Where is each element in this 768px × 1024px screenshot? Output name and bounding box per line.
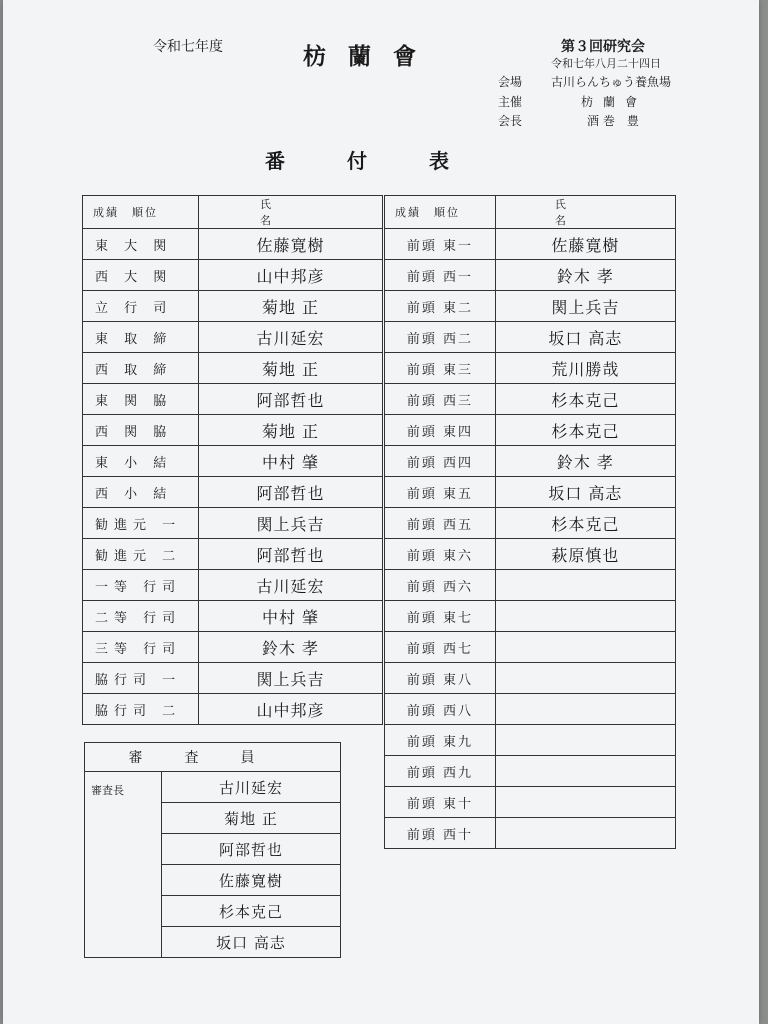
table-row xyxy=(385,539,676,570)
name-cell: 坂口 高志 xyxy=(495,477,675,508)
rank-cell: 三等 行司 xyxy=(83,632,199,663)
name-cell xyxy=(495,756,675,787)
name-cell: 杉本克己 xyxy=(495,384,675,415)
table-row xyxy=(385,446,676,477)
rank-cell: 勧進元 一 xyxy=(83,508,199,539)
host-label: 主催 xyxy=(498,95,523,109)
table-row xyxy=(385,322,676,353)
name-cell: 中村 肇 xyxy=(199,601,383,632)
rank-cell: 前頭 西十 xyxy=(385,818,496,849)
table-row xyxy=(83,477,383,508)
table-row xyxy=(83,508,383,539)
rank-cell: 西 小 結 xyxy=(83,477,199,508)
name-cell: 阿部哲也 xyxy=(199,539,383,570)
table-row xyxy=(83,694,383,725)
name-cell xyxy=(495,663,675,694)
name-cell: 荒川勝哉 xyxy=(495,353,675,384)
rank-cell: 前頭 東一 xyxy=(385,229,496,260)
organization-name: 枋蘭會 xyxy=(303,43,438,70)
venue-label: 会場 xyxy=(498,75,523,89)
judge-name: 坂口 高志 xyxy=(162,927,341,958)
name-cell xyxy=(495,694,675,725)
rank-cell: 前頭 東九 xyxy=(385,725,496,756)
name-cell: 関上兵吉 xyxy=(199,508,383,539)
table-row xyxy=(385,663,676,694)
rank-cell: 前頭 西六 xyxy=(385,570,496,601)
table-row xyxy=(83,539,383,570)
name-cell: 古川延宏 xyxy=(199,570,383,601)
rank-cell: 東 大 関 xyxy=(83,229,199,260)
name-cell: 古川延宏 xyxy=(199,322,383,353)
name-cell: 阿部哲也 xyxy=(199,384,383,415)
table-row xyxy=(385,694,676,725)
name-cell: 関上兵吉 xyxy=(199,663,383,694)
name-cell: 関上兵吉 xyxy=(495,291,675,322)
rank-cell: 東 小 結 xyxy=(83,446,199,477)
name-cell: 中村 肇 xyxy=(199,446,383,477)
fiscal-year: 令和七年度 xyxy=(153,39,223,55)
rank-cell: 前頭 西五 xyxy=(385,508,496,539)
rank-cell: 前頭 西四 xyxy=(385,446,496,477)
table-row xyxy=(85,772,341,803)
table-row xyxy=(83,353,383,384)
rank-cell: 前頭 西二 xyxy=(385,322,496,353)
rank-cell: 前頭 東二 xyxy=(385,291,496,322)
name-cell xyxy=(495,570,675,601)
name-cell: 鈴木 孝 xyxy=(199,632,383,663)
name-cell: 菊地 正 xyxy=(199,415,383,446)
table-row xyxy=(83,384,383,415)
rank-cell: 西 大 関 xyxy=(83,260,199,291)
rank-cell: 前頭 西三 xyxy=(385,384,496,415)
meeting-name: 第３回研究会 xyxy=(561,39,645,55)
table-row xyxy=(385,384,676,415)
table-row xyxy=(83,260,383,291)
table-row xyxy=(385,632,676,663)
judge-name: 佐藤寛樹 xyxy=(162,865,341,896)
name-cell: 菊地 正 xyxy=(199,291,383,322)
table-row xyxy=(385,260,676,291)
rank-cell: 前頭 東五 xyxy=(385,477,496,508)
host-value: 枋蘭會 xyxy=(581,95,648,109)
judge-name: 阿部哲也 xyxy=(162,834,341,865)
rank-cell: 西 関 脇 xyxy=(83,415,199,446)
table-row xyxy=(83,446,383,477)
table-row xyxy=(385,725,676,756)
rank-cell: 前頭 西九 xyxy=(385,756,496,787)
rank-cell: 立 行 司 xyxy=(83,291,199,322)
table-row xyxy=(83,291,383,322)
rank-cell: 東 取 締 xyxy=(83,322,199,353)
name-cell: 杉本克己 xyxy=(495,415,675,446)
name-cell: 佐藤寛樹 xyxy=(199,229,383,260)
header-name: 氏 名 xyxy=(199,196,383,229)
table-row xyxy=(385,229,676,260)
rank-cell: 西 取 締 xyxy=(83,353,199,384)
name-cell: 菊地 正 xyxy=(199,353,383,384)
rank-cell: 脇行司 一 xyxy=(83,663,199,694)
header-rank: 成績 順位 xyxy=(385,196,496,229)
table-row xyxy=(385,353,676,384)
rank-cell: 脇行司 二 xyxy=(83,694,199,725)
rank-cell: 勧進元 二 xyxy=(83,539,199,570)
table-row xyxy=(385,818,676,849)
chief-judge-label: 審査長 xyxy=(85,772,162,958)
name-cell: 杉本克己 xyxy=(495,508,675,539)
table-row xyxy=(83,663,383,694)
table-row xyxy=(83,322,383,353)
page-title: 番付表 xyxy=(265,149,511,173)
rank-cell: 前頭 西七 xyxy=(385,632,496,663)
table-row xyxy=(385,601,676,632)
header-rank: 成績 順位 xyxy=(83,196,199,229)
table-row xyxy=(385,570,676,601)
table-row xyxy=(83,229,383,260)
table-row xyxy=(385,291,676,322)
name-cell: 鈴木 孝 xyxy=(495,260,675,291)
table-row xyxy=(83,601,383,632)
name-cell xyxy=(495,787,675,818)
name-cell: 鈴木 孝 xyxy=(495,446,675,477)
judges-title: 審査員 xyxy=(85,743,341,772)
name-cell xyxy=(495,601,675,632)
name-cell: 萩原慎也 xyxy=(495,539,675,570)
rank-cell: 前頭 東六 xyxy=(385,539,496,570)
judge-name: 杉本克己 xyxy=(162,896,341,927)
name-cell xyxy=(495,632,675,663)
table-row xyxy=(83,415,383,446)
rank-cell: 前頭 東七 xyxy=(385,601,496,632)
name-cell xyxy=(495,725,675,756)
rank-cell: 一等 行司 xyxy=(83,570,199,601)
table-row xyxy=(385,508,676,539)
chair-value: 酒巻 豊 xyxy=(587,114,643,128)
table-row xyxy=(385,477,676,508)
rank-cell: 前頭 東三 xyxy=(385,353,496,384)
rank-cell: 東 関 脇 xyxy=(83,384,199,415)
name-cell: 佐藤寛樹 xyxy=(495,229,675,260)
name-cell xyxy=(495,818,675,849)
rank-cell: 前頭 東十 xyxy=(385,787,496,818)
table-row xyxy=(385,756,676,787)
table-row xyxy=(385,415,676,446)
rank-cell: 前頭 西一 xyxy=(385,260,496,291)
table-row xyxy=(385,787,676,818)
rank-cell: 前頭 西八 xyxy=(385,694,496,725)
venue-value: 古川らんちゅう養魚場 xyxy=(551,75,672,89)
ranking-table-right xyxy=(384,195,676,849)
meeting-date: 令和七年八月二十四日 xyxy=(551,57,661,70)
table-row xyxy=(83,570,383,601)
chair-label: 会長 xyxy=(498,114,523,128)
name-cell: 山中邦彦 xyxy=(199,694,383,725)
rank-cell: 前頭 東四 xyxy=(385,415,496,446)
judges-table xyxy=(84,742,341,958)
rank-cell: 二等 行司 xyxy=(83,601,199,632)
name-cell: 阿部哲也 xyxy=(199,477,383,508)
name-cell: 坂口 高志 xyxy=(495,322,675,353)
name-cell: 山中邦彦 xyxy=(199,260,383,291)
judge-name: 菊地 正 xyxy=(162,803,341,834)
judge-name: 古川延宏 xyxy=(162,772,341,803)
rank-cell: 前頭 東八 xyxy=(385,663,496,694)
table-row xyxy=(83,632,383,663)
header-name: 氏 名 xyxy=(495,196,675,229)
